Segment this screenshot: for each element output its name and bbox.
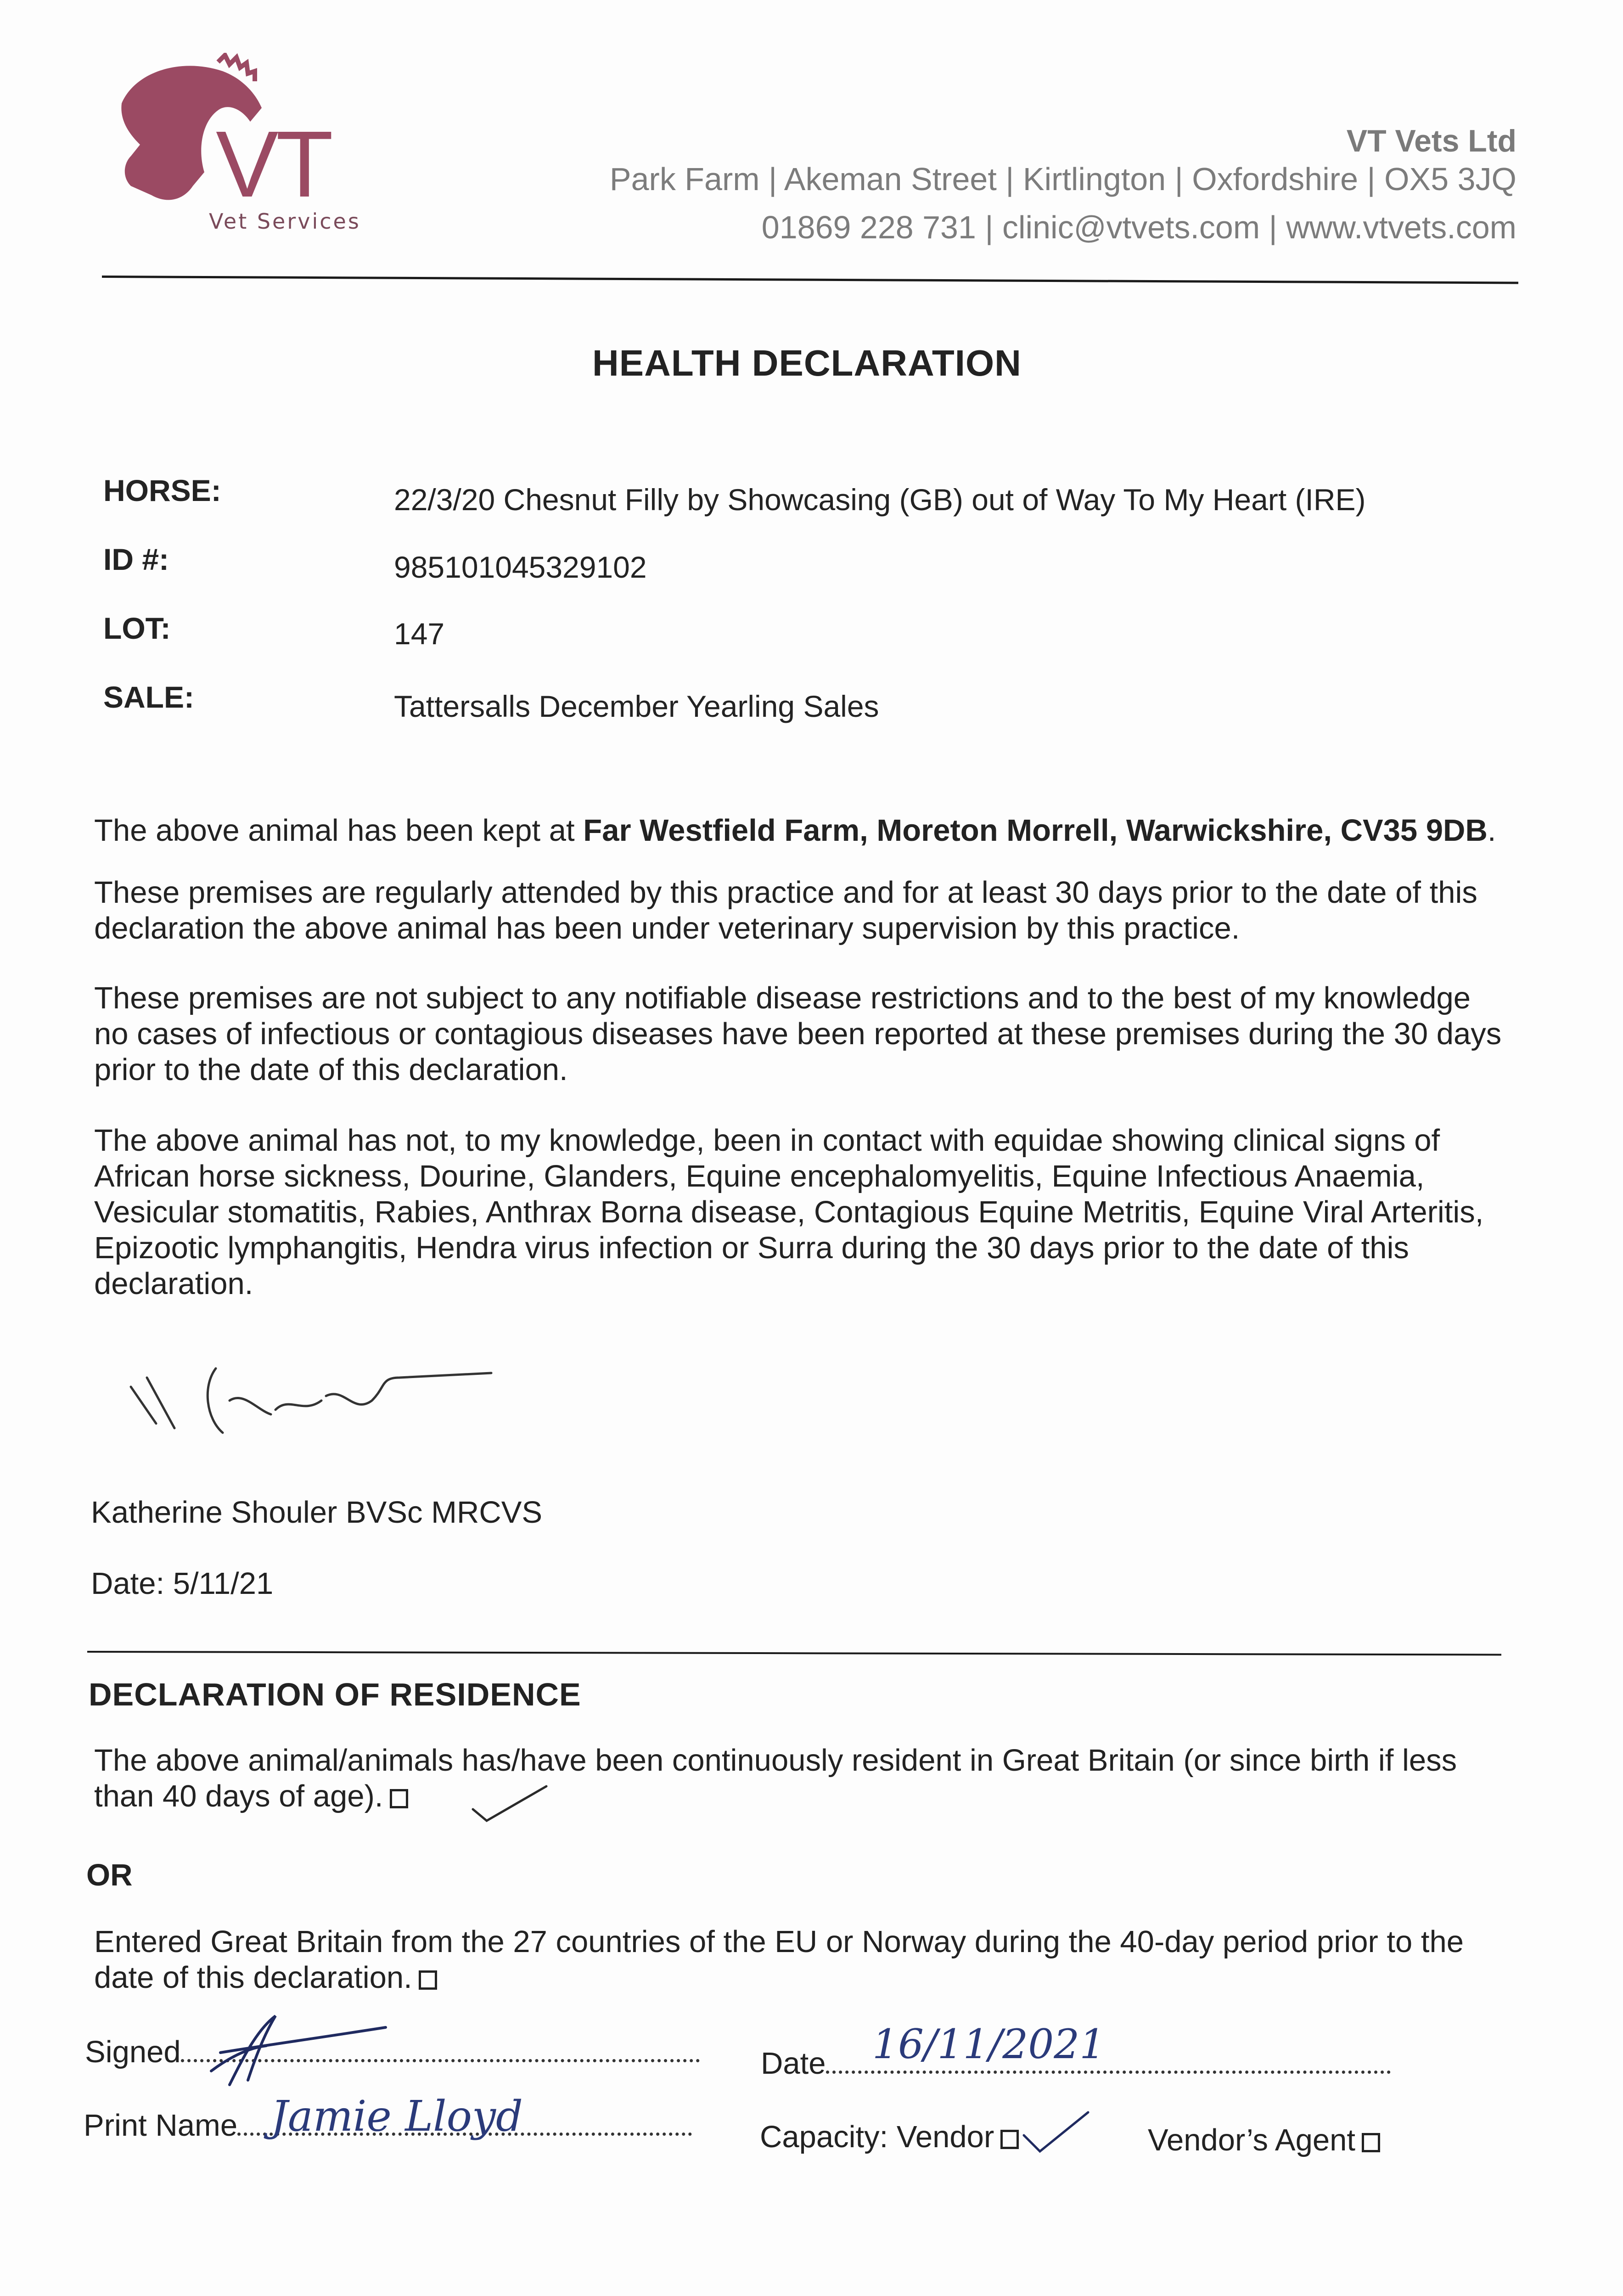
logo-text: VT (216, 112, 331, 217)
agent-field (1148, 2122, 1380, 2158)
restrictions-paragraph: These premises are not subject to any notifiable disease restrictions and to the best of my knowledge no cases of infectious or contagious diseases have been reported at these premises during the 30 days prior to the date of this declaration. (94, 981, 1502, 1087)
agent-label: Vendor’s Agent (1148, 2123, 1356, 2157)
supervision-paragraph: These premises are regularly attended by this practice and for at least 30 days prior to the date of this declaration the above animal has been under veterinary supervision by this practice. (94, 875, 1477, 945)
kept-suffix: . (1487, 813, 1496, 848)
company-name: VT Vets Ltd (1346, 124, 1516, 158)
lot-label: LOT: (103, 611, 171, 645)
sale-value: Tattersalls December Yearling Sales (394, 689, 879, 723)
page-title: HEALTH DECLARATION (592, 343, 1022, 383)
signed-label: Signed (85, 2035, 181, 2069)
header-divider (102, 276, 1518, 284)
section-divider (87, 1651, 1501, 1655)
agent-checkbox[interactable] (1362, 2133, 1380, 2152)
vet-date: Date: 5/11/21 (91, 1566, 274, 1601)
horse-value: 22/3/20 Chesnut Filly by Showcasing (GB) out of Way To My Heart (IRE) (394, 483, 1366, 517)
date-value: 16/11/2021 (872, 2020, 1106, 2068)
id-label: ID #: (103, 542, 169, 576)
sale-label: SALE: (103, 680, 194, 714)
capacity-vendor-checkbox[interactable] (1000, 2130, 1019, 2149)
capacity-field (760, 2119, 1019, 2155)
residence-option-1-checkbox[interactable] (390, 1789, 408, 1808)
residence-option-2-checkbox[interactable] (419, 1970, 437, 1990)
vet-signature (124, 1359, 505, 1456)
residence-option-2-text: Entered Great Britain from the 27 countries of the EU or Norway during the 40-day period prior to the date of this declaration. (94, 1925, 1464, 1995)
print-name-label: Print Name (84, 2108, 238, 2143)
company-contact: 01869 228 731 | clinic@vtvets.com | www.vtvets.com (761, 209, 1516, 245)
signer-signature (193, 2002, 477, 2094)
logo-subtitle: Vet Services (209, 209, 361, 234)
vet-name: Katherine Shouler BVSc MRCVS (91, 1495, 543, 1530)
kept-prefix: The above animal has been kept at (94, 813, 584, 848)
residence-title: DECLARATION OF RESIDENCE (89, 1677, 581, 1712)
capacity-label: Capacity: Vendor (760, 2120, 994, 2154)
horse-label: HORSE: (103, 473, 221, 507)
kept-paragraph (94, 813, 1508, 849)
company-address: Park Farm | Akeman Street | Kirtlington | Oxfordshire | OX5 3JQ (609, 161, 1516, 197)
residence-option-1-text: The above animal/animals has/have been continuously resident in Great Britain (or since birth if less than 40 days of age). (94, 1743, 1457, 1813)
contact-paragraph: The above animal has not, to my knowledge, been in contact with equidae showing clinical signs of African horse sickness, Dourine, Glanders, Equine encephalomyelitis, Equine Infectious Anaemia, Vesicular stomatitis, Rabies, Anthrax Borna disease, Contagious Equine Metritis, Equine Viral Arteritis, Epizootic lymphangitis, Hendra virus infection or Surra during the 30 days prior to the date of this declaration. (94, 1123, 1484, 1301)
date-label: Date (761, 2046, 826, 2081)
residence-option-1 (94, 1743, 1490, 1814)
id-value: 985101045329102 (394, 550, 647, 584)
or-label: OR (86, 1858, 133, 1892)
lot-value: 147 (394, 617, 445, 651)
checkmark-icon (468, 1782, 551, 1828)
residence-option-2 (94, 1924, 1490, 1996)
kept-location: Far Westfield Farm, Moreton Morrell, Warwickshire, CV35 9DB (583, 813, 1488, 848)
checkmark-icon (1019, 2108, 1093, 2158)
print-name-value: Jamie Lloyd (271, 2092, 523, 2141)
